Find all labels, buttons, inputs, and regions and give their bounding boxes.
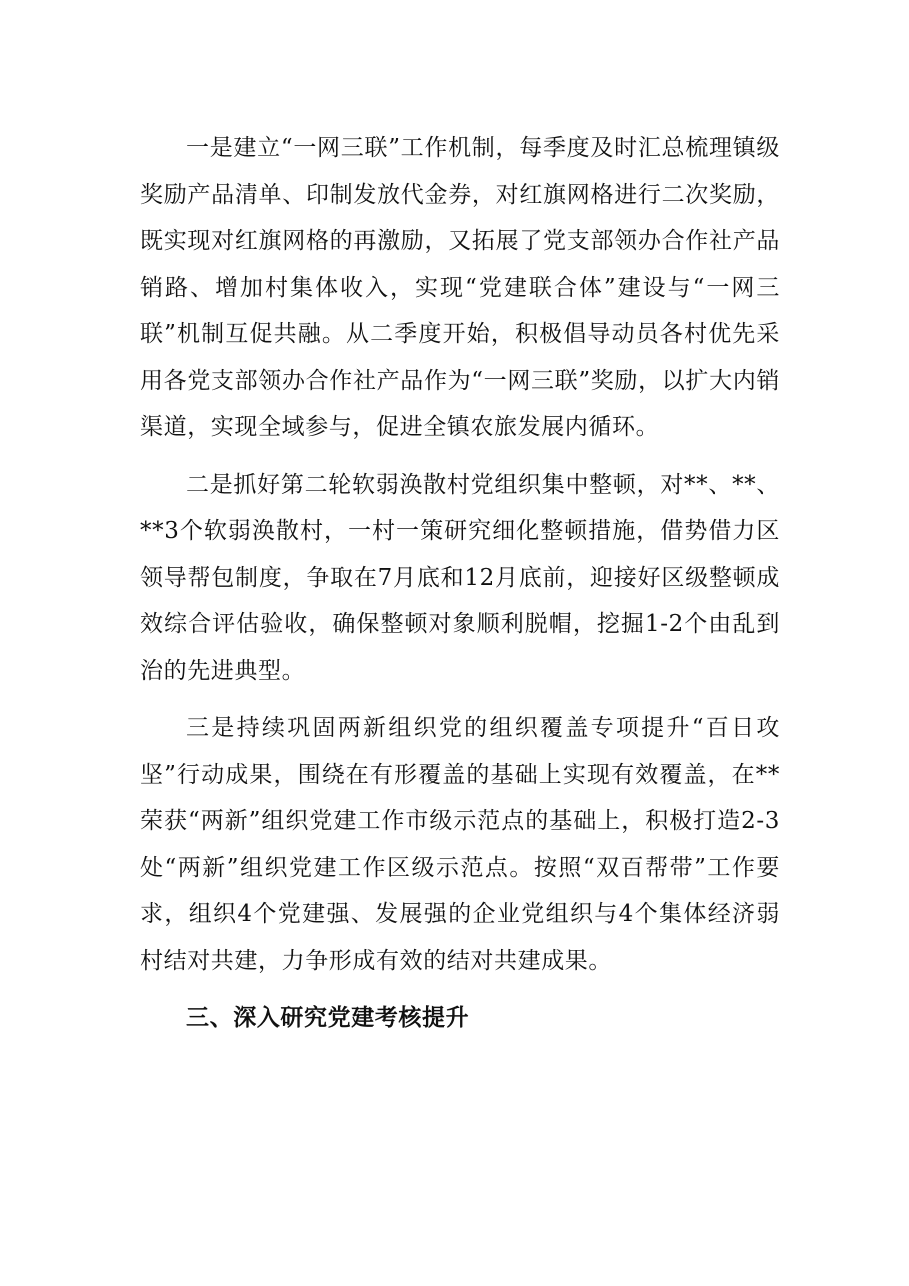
document-body — [140, 125, 780, 1042]
paragraph-weak-village-rectification: 二是抓好第二轮软弱涣散村党组织集中整顿，对**、**、**3个软弱涣散村，一村一策研究细化整顿措施，借势借力区领导帮包制度，争取在7月底和12月底前，迎接好区级整顿成效综合评估验收，确保整顿对象顺利脱帽，挖掘1-2个由乱到治的先进典型。 — [140, 471, 780, 684]
paragraph-one-network-three-links: 一是建立“一网三联”工作机制，每季度及时汇总梳理镇级奖励产品清单、印制发放代金券，对红旗网格进行二次奖励，既实现对红旗网格的再激励，又拓展了党支部领办合作社产品销路、增加村集体收入，实现“党建联合体”建设与“一网三联”机制互促共融。从二季度开始，积极倡导动员各村优先采用各党支部领办合作社产品作为“一网三联”奖励，以扩大内销渠道，实现全域参与，促进全镇农旅发展内循环。 — [140, 135, 780, 440]
section-heading: 三、深入研究党建考核提升 — [186, 1004, 470, 1031]
paragraph-two-new-organizations: 三是持续巩固两新组织党的组织覆盖专项提升“百日攻坚”行动成果，围绕在有形覆盖的基础上实现有效覆盖，在**荣获“两新”组织党建工作市级示范点的基础上，积极打造2-3处“两新”组织党建工作区级示范点。按照“双百帮带”工作要求，组织4个党建强、发展强的企业党组织与4个集体经济弱村结对共建，力争形成有效的结对共建成果。 — [140, 715, 780, 974]
